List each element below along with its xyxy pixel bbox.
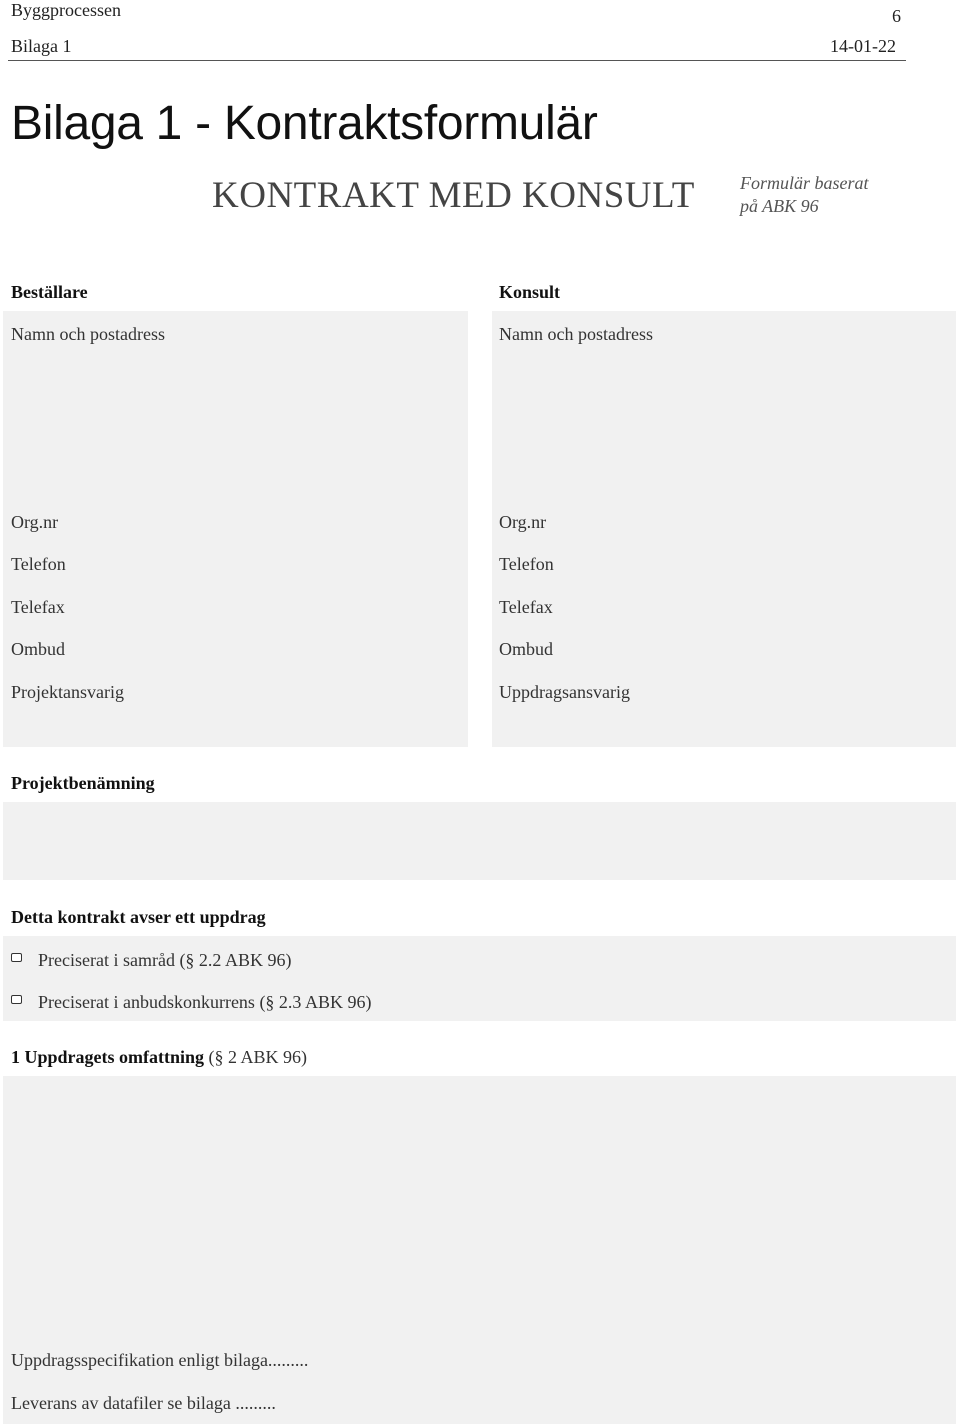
konsult-heading: Konsult [499,282,561,302]
bestallare-ombud-field[interactable]: Ombud [11,639,65,659]
projektbenamning-field[interactable] [3,802,956,880]
bestallare-telefon-field[interactable]: Telefon [11,554,66,574]
omfattning-heading-title: 1 Uppdragets omfattning [11,1047,205,1067]
konsult-namn-field[interactable]: Namn och postadress [499,324,653,344]
bestallare-heading: Beställare [11,282,88,302]
bestallare-telefax-field[interactable]: Telefax [11,597,65,617]
projektbenamning-heading: Projektbenämning [11,773,155,793]
form-subtitle: KONTRAKT MED KONSULT [212,175,695,216]
header-doc-name: Byggprocessen [11,0,121,20]
samrad-checkbox[interactable] [11,953,22,962]
page-title: Bilaga 1 - Kontraktsformulär [11,97,598,150]
header-rule [8,60,906,61]
header-section: Bilaga 1 [11,36,72,56]
konsult-uppdragsansvarig-field[interactable]: Uppdragsansvarig [499,682,630,702]
leverans-datafiler-line[interactable]: Leverans av datafiler se bilaga ......... [11,1393,276,1413]
header-page-number: 6 [892,6,901,26]
omfattning-heading [11,1047,307,1068]
bestallare-orgnr-field[interactable]: Org.nr [11,512,59,532]
konsult-telefon-field[interactable]: Telefon [499,554,554,574]
uppdrag-heading: Detta kontrakt avser ett uppdrag [11,907,266,927]
bestallare-projektansvarig-field[interactable]: Projektansvarig [11,682,124,702]
form-basis-note-line1: Formulär baserat [740,173,869,193]
bestallare-namn-field[interactable]: Namn och postadress [11,324,165,344]
omfattning-field[interactable] [3,1076,956,1424]
header-date: 14-01-22 [830,36,896,56]
samrad-option-label: Preciserat i samråd (§ 2.2 ABK 96) [38,950,292,970]
anbudskonkurrens-checkbox[interactable] [11,995,22,1004]
form-basis-note [740,172,869,218]
uppdragsspecifikation-line[interactable]: Uppdragsspecifikation enligt bilaga......... [11,1350,309,1370]
anbudskonkurrens-option-label: Preciserat i anbudskonkurrens (§ 2.3 ABK 96) [38,992,372,1012]
konsult-orgnr-field[interactable]: Org.nr [499,512,547,532]
omfattning-heading-ref: (§ 2 ABK 96) [204,1047,308,1067]
form-basis-note-line2: på ABK 96 [740,196,819,216]
konsult-telefax-field[interactable]: Telefax [499,597,553,617]
konsult-ombud-field[interactable]: Ombud [499,639,553,659]
